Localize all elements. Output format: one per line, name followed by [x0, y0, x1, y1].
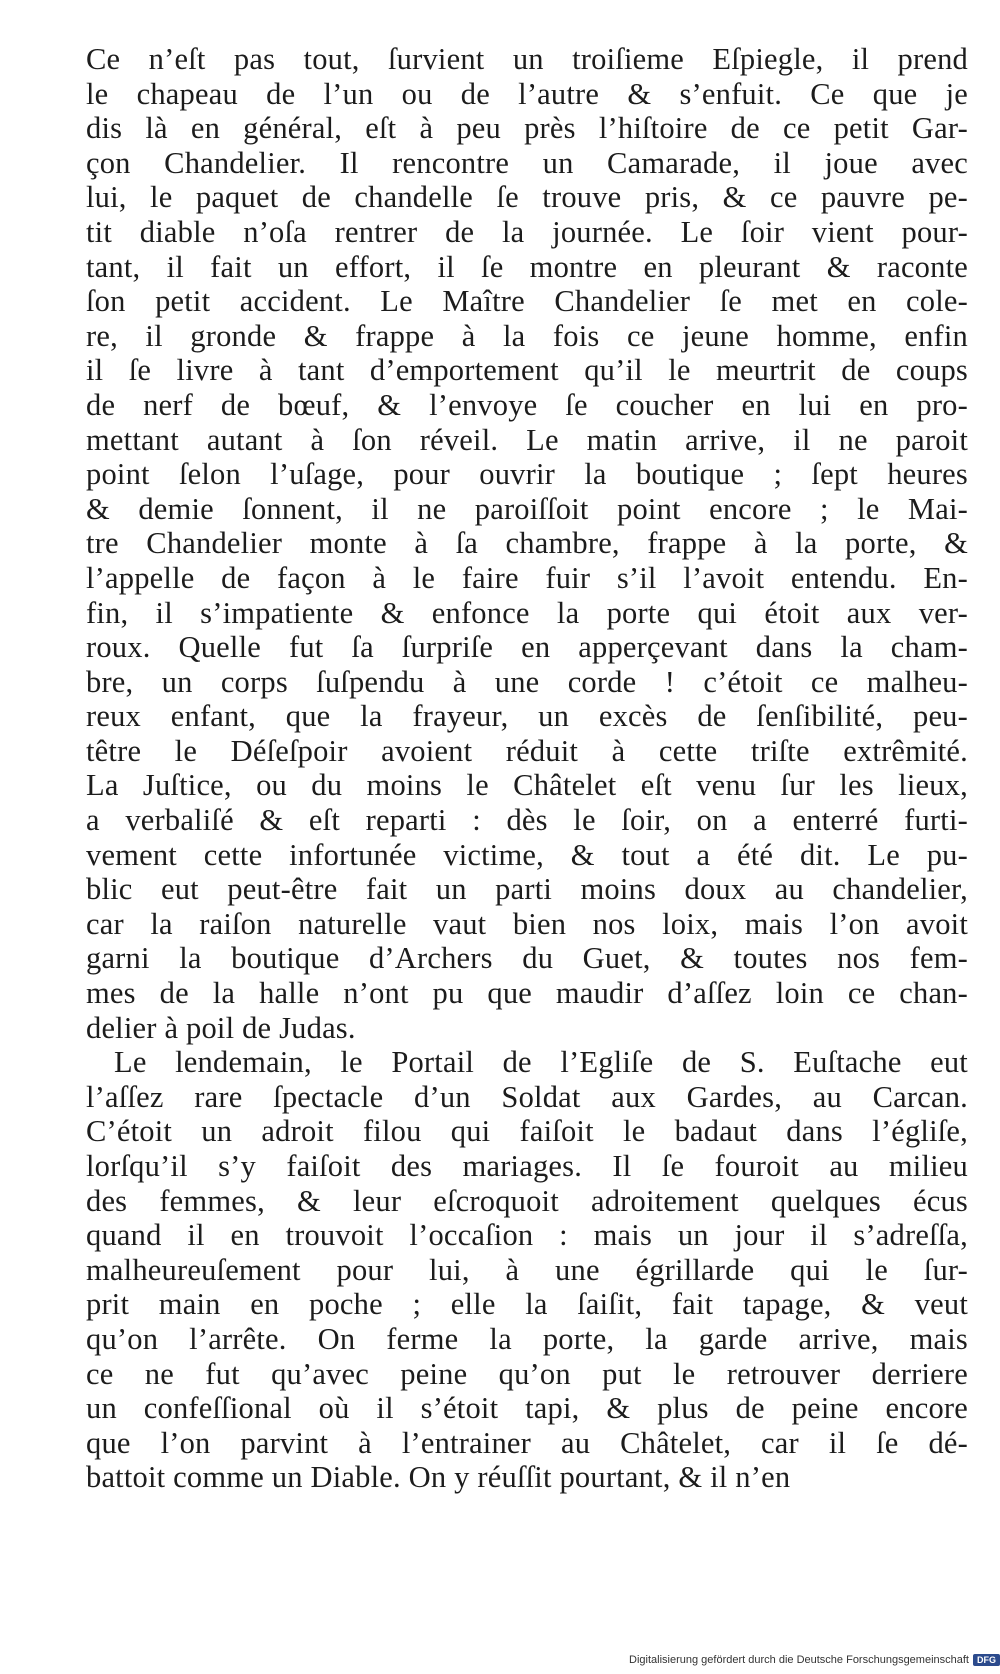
text-line: ſon petit accident. Le Maître Chandelier ſe met en cole-	[86, 284, 968, 319]
text-line: re, il gronde & frappe à la fois ce jeune homme, enfin	[86, 318, 968, 353]
text-line: garni la boutique d’Archers du Guet, & toutes nos fem-	[86, 941, 968, 976]
text-line: vement cette infortunée victime, & tout a été dit. Le pu-	[86, 837, 968, 872]
text-line: têtre le Déſeſpoir avoient réduit à cette triſte extrêmité.	[86, 733, 968, 768]
text-line: car la raiſon naturelle vaut bien nos loix, mais l’on avoit	[86, 906, 968, 941]
text-line: blic eut peut-être fait un parti moins doux au chandelier,	[86, 872, 968, 907]
text-line: prit main en poche ; elle la ſaiſit, fait tapage, & veut	[86, 1287, 968, 1322]
footer-text: Digitalisierung gefördert durch die Deutsche Forschungsgemeinschaft	[629, 1654, 969, 1666]
text-line: quand il en trouvoit l’occaſion : mais un jour il s’adreſſa,	[86, 1218, 968, 1253]
text-line: un confeſſional où il s’étoit tapi, & plus de peine encore	[86, 1391, 968, 1426]
text-line: l’appelle de façon à le faire fuir s’il l’avoit entendu. En-	[86, 560, 968, 595]
text-line: tre Chandelier monte à ſa chambre, frappe à la porte, &	[86, 526, 968, 561]
text-line: Ce n’eſt pas tout, ſurvient un troiſieme Eſpiegle, il prend	[86, 42, 968, 76]
text-line: La Juſtice, ou du moins le Châtelet eſt venu ſur les lieux,	[86, 768, 968, 803]
text-line: battoit comme un Diable. On y réuſſit pourtant, & il n’en	[86, 1460, 791, 1495]
text-line: çon Chandelier. Il rencontre un Camarade, il joue avec	[86, 145, 968, 180]
text-line: mes de la halle n’ont pu que maudir d’aſſez loin ce chan-	[86, 976, 968, 1011]
text-line: mettant autant à ſon réveil. Le matin arrive, il ne paroit	[86, 422, 968, 457]
body-text	[86, 42, 968, 1495]
text-line: lorſqu’il s’y faiſoit des mariages. Il ſe fouroit au milieu	[86, 1149, 968, 1183]
text-line: reux enfant, que la frayeur, un excès de ſenſibilité, peu-	[86, 699, 968, 734]
text-line: Le lendemain, le Portail de l’Egliſe de S. Euſtache eut	[114, 1045, 968, 1080]
text-line: l’aſſez rare ſpectacle d’un Soldat aux Gardes, au Carcan.	[86, 1079, 968, 1114]
text-line: de nerf de bœuf, & l’envoye ſe coucher en lui en pro-	[86, 387, 968, 422]
text-line: il ſe livre à tant d’emportement qu’il le meurtrit de coups	[86, 353, 968, 388]
text-line: le chapeau de l’un ou de l’autre & s’enfuit. Ce que je	[86, 76, 968, 111]
text-line: bre, un corps ſuſpendu à une corde ! c’étoit ce malheu-	[86, 664, 968, 699]
text-line: roux. Quelle fut ſa ſurpriſe en apperçevant dans la cham-	[86, 630, 968, 665]
text-line: a verbaliſé & eſt reparti : dès le ſoir, on a enterré furti-	[86, 803, 968, 838]
text-line: que l’on parvint à l’entrainer au Châtelet, car il ſe dé-	[86, 1425, 968, 1460]
text-line: qu’on l’arrête. On ferme la porte, la garde arrive, mais	[86, 1321, 968, 1356]
text-line: delier à poil de Judas.	[86, 1010, 356, 1045]
text-line: des femmes, & leur eſcroquoit adroitement quelques écus	[86, 1183, 968, 1218]
text-line: lui, le paquet de chandelle ſe trouve pris, & ce pauvre pe-	[86, 180, 968, 215]
text-line: fin, il s’impatiente & enfonce la porte qui étoit aux ver-	[86, 595, 968, 630]
text-line: dis là en général, eſt à peu près l’hiſtoire de ce petit Gar-	[86, 111, 968, 146]
text-line: ce ne fut qu’avec peine qu’on put le retrouver derriere	[86, 1356, 968, 1391]
footer-credit	[600, 1650, 1000, 1670]
text-line: tant, il fait un effort, il ſe montre en pleurant & raconte	[86, 249, 968, 284]
text-line: malheureuſement pour lui, à une égrillarde qui le ſur-	[86, 1252, 968, 1287]
text-line: tit diable n’oſa rentrer de la journée. Le ſoir vient pour-	[86, 214, 968, 249]
text-line: C’étoit un adroit filou qui faiſoit le badaut dans l’égliſe,	[86, 1114, 968, 1149]
text-line: & demie ſonnent, il ne paroiſſoit point encore ; le Mai-	[86, 491, 968, 526]
dfg-logo-icon: DFG	[973, 1654, 1000, 1666]
text-line: point ſelon l’uſage, pour ouvrir la boutique ; ſept heures	[86, 457, 968, 492]
